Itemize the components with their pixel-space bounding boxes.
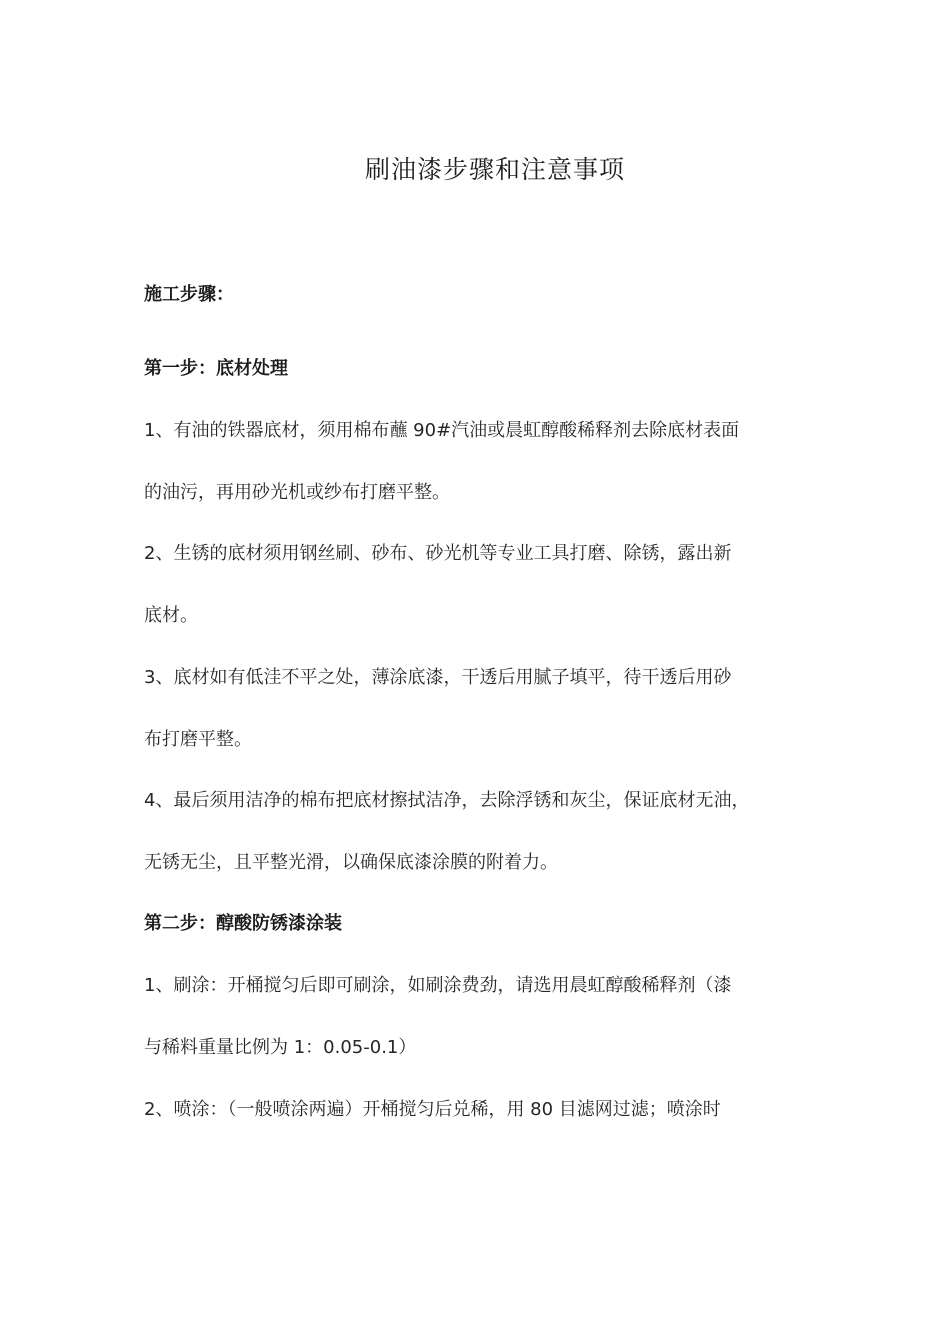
step2-item2-line1: 2、喷涂：（一般喷涂两遍）开桶搅匀后兑稀，用 80 目滤网过滤；喷涂时 <box>144 1099 721 1120</box>
step1-item1-line2: 的油污，再用砂光机或纱布打磨平整。 <box>144 482 450 503</box>
step1-heading: 第一步：底材处理 <box>144 358 288 379</box>
step1-item1-line1: 1、有油的铁器底材，须用棉布蘸 90#汽油或晨虹醇酸稀释剂去除底材表面 <box>144 420 740 441</box>
step1-item4-line2: 无锈无尘，且平整光滑，以确保底漆涂膜的附着力。 <box>144 852 558 873</box>
step1-item3-line2: 布打磨平整。 <box>144 729 252 750</box>
section-heading: 施工步骤： <box>144 284 234 305</box>
step1-item4-line1: 4、最后须用洁净的棉布把底材擦拭洁净，去除浮锈和灰尘，保证底材无油， <box>144 790 750 811</box>
step1-item2-line2: 底材。 <box>144 605 198 626</box>
step1-item2-line1: 2、生锈的底材须用钢丝刷、砂布、砂光机等专业工具打磨、除锈，露出新 <box>144 543 732 564</box>
step2-heading: 第二步：醇酸防锈漆涂装 <box>144 913 342 934</box>
step1-item3-line1: 3、底材如有低洼不平之处，薄涂底漆，干透后用腻子填平，待干透后用砂 <box>144 667 732 688</box>
step2-item1-line2: 与稀料重量比例为 1：0.05-0.1） <box>144 1037 417 1058</box>
step2-item1-line1: 1、刷涂：开桶搅匀后即可刷涂，如刷涂费劲，请选用晨虹醇酸稀释剂（漆 <box>144 975 732 996</box>
document-title: 刷油漆步骤和注意事项 <box>364 155 625 184</box>
